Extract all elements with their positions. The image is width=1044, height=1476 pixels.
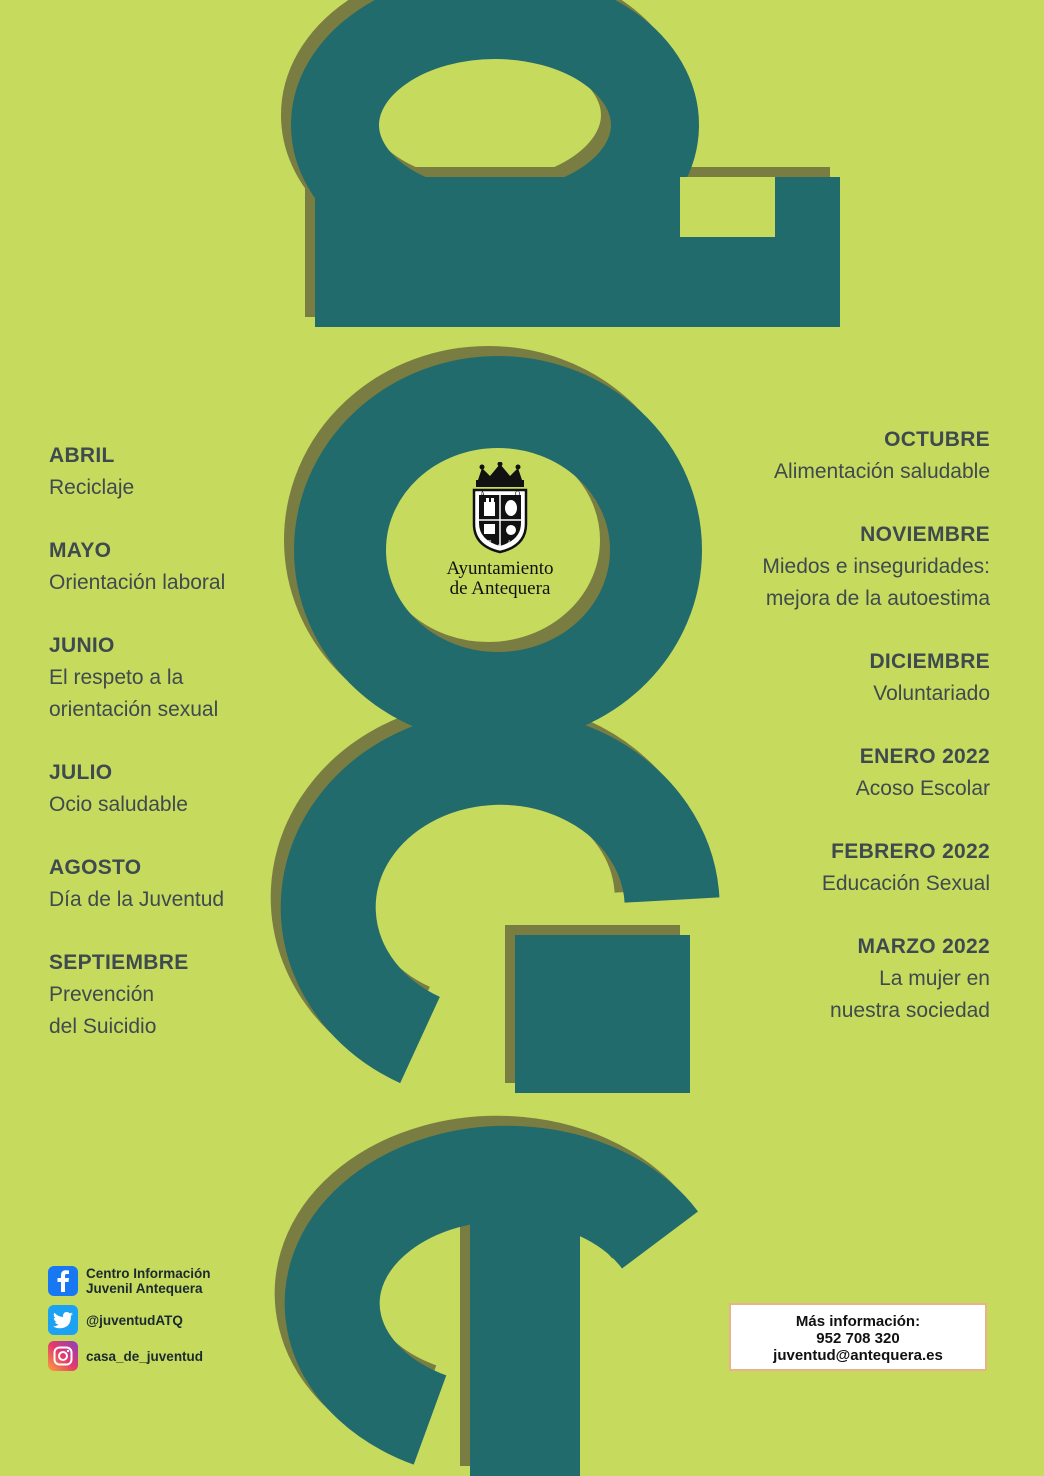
social-facebook[interactable]	[48, 1266, 236, 1296]
schedule-item-abril	[49, 440, 134, 504]
topic-label: Educación Sexual	[821, 872, 990, 895]
schedule-item-julio	[49, 757, 188, 821]
schedule-item-agosto	[49, 852, 224, 916]
contact-info-box	[729, 1303, 987, 1371]
month-label: MARZO 2022	[857, 935, 990, 958]
schedule-item-octubre	[774, 424, 990, 488]
topic-label: Orientación laboral	[49, 571, 226, 594]
month-label: NOVIEMBRE	[860, 523, 990, 546]
month-label: DICIEMBRE	[869, 650, 990, 673]
social-label: Centro Información Juvenil Antequera	[86, 1266, 211, 1296]
month-label: JULIO	[49, 761, 113, 784]
month-label: OCTUBRE	[884, 428, 990, 451]
schedule-item-mayo	[49, 535, 225, 599]
topic-label: Reciclaje	[49, 476, 135, 499]
topic-label: Alimentación saludable	[774, 460, 990, 483]
shield-letter: S	[498, 544, 502, 550]
topic-label: Día de la Juventud	[49, 888, 225, 911]
social-twitter[interactable]	[48, 1305, 183, 1335]
topic-label: Acoso Escolar	[855, 777, 990, 800]
coat-of-arms-icon	[470, 462, 530, 554]
letter-c-terminal	[515, 935, 690, 1093]
month-label: ABRIL	[49, 444, 115, 467]
social-label: casa_de_juventud	[86, 1348, 204, 1364]
topic-label: Ocio saludable	[49, 793, 188, 816]
twitter-icon	[48, 1305, 78, 1335]
schedule-item-diciembre	[869, 646, 990, 710]
topic-label: Prevención del Suicidio	[49, 983, 157, 1038]
schedule-item-junio	[49, 630, 218, 726]
schedule-item-enero	[856, 741, 990, 805]
letter-q-stem-end	[775, 177, 840, 327]
topic-label: El respeto a la orientación sexual	[49, 666, 219, 721]
facebook-icon	[48, 1266, 78, 1296]
logo-name-line1: Ayuntamiento	[446, 558, 554, 579]
logo-name-line2: de Antequera	[449, 578, 551, 599]
month-label: AGOSTO	[49, 856, 142, 879]
social-label: @juventudATQ	[86, 1312, 183, 1328]
month-label: SEPTIEMBRE	[49, 951, 189, 974]
shield-letter: A	[480, 490, 486, 498]
schedule-item-marzo	[830, 931, 990, 1027]
info-title: Más información:	[795, 1313, 921, 1330]
instagram-icon	[48, 1341, 78, 1371]
topic-label: Miedos e inseguridades: mejora de la autoestima	[762, 555, 990, 610]
schedule-item-febrero	[822, 836, 990, 900]
month-label: MAYO	[49, 539, 112, 562]
info-phone[interactable]: 952 708 320	[816, 1330, 900, 1347]
topic-label: Voluntariado	[873, 682, 990, 705]
schedule-item-septiembre	[49, 947, 189, 1043]
shield-letter: P	[488, 540, 492, 546]
topic-label: La mujer en nuestra sociedad	[830, 967, 990, 1022]
month-label: JUNIO	[49, 634, 115, 657]
social-instagram[interactable]	[48, 1341, 203, 1371]
month-label: FEBRERO 2022	[831, 840, 990, 863]
letters-main	[315, 15, 840, 1476]
letter-e-bar	[470, 1195, 580, 1476]
ayuntamiento-logo	[425, 462, 575, 599]
month-label: ENERO 2022	[859, 745, 990, 768]
shield-letter: A	[507, 540, 512, 546]
shield-letter: Q	[515, 490, 521, 498]
info-email[interactable]: juventud@antequera.es	[773, 1347, 943, 1364]
schedule-item-noviembre	[762, 519, 990, 615]
